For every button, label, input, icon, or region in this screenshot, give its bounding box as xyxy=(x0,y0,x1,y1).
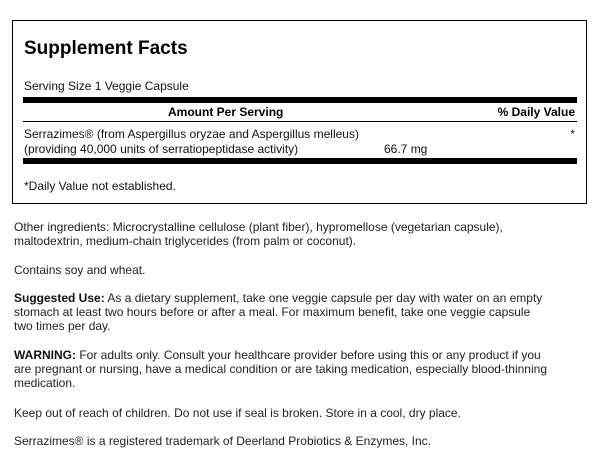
trademark-statement: Serrazimes® is a registered trademark of Deerland Probiotics & Enzymes, Inc. xyxy=(14,434,431,448)
daily-value-note: *Daily Value not established. xyxy=(24,179,176,193)
suggested-use-line: two times per day. xyxy=(14,319,111,333)
warning-line xyxy=(14,348,594,362)
warning-line: are pregnant or nursing, have a medical condition or are taking medication, especially blood-thinning xyxy=(14,362,547,376)
ingredient-amount: 66.7 mg xyxy=(384,142,428,156)
suggested-use-text: As a dietary supplement, take one veggie capsule per day with water on an empty xyxy=(104,291,543,305)
ingredient-name: Serrazimes® (from Aspergillus oryzae and Aspergillus melleus) xyxy=(24,127,359,141)
allergen-statement: Contains soy and wheat. xyxy=(14,263,146,277)
ingredient-activity: (providing 40,000 units of serratiopeptidase activity) xyxy=(24,142,299,156)
supplement-facts-panel xyxy=(12,20,587,204)
other-ingredients-line: Other ingredients: Microcrystalline cellulose (plant fiber), hypromellose (vegetarian capsule), xyxy=(14,220,503,234)
other-ingredients-line: maltodextrin, medium-chain triglycerides (from palm or coconut). xyxy=(14,234,357,248)
storage-statement: Keep out of reach of children. Do not use if seal is broken. Store in a cool, dry place. xyxy=(14,406,461,420)
warning-label: WARNING: xyxy=(14,348,76,362)
daily-value-header: % Daily Value xyxy=(497,105,575,119)
serving-size: Serving Size 1 Veggie Capsule xyxy=(24,79,189,93)
facts-title: Supplement Facts xyxy=(24,38,188,59)
suggested-use xyxy=(14,291,594,333)
warning-line: medication. xyxy=(14,376,76,390)
other-ingredients xyxy=(14,220,594,248)
ingredient-daily-value: * xyxy=(570,127,575,141)
suggested-use-line: stomach at least two hours before or after a meal. For maximum benefit, take one veggie capsule xyxy=(14,305,531,319)
suggested-use-label: Suggested Use: xyxy=(14,291,105,305)
warning-text: For adults only. Consult your healthcare provider before using this or any product if you xyxy=(76,348,541,362)
warning xyxy=(14,348,594,390)
suggested-use-line xyxy=(14,291,594,305)
amount-per-serving-header: Amount Per Serving xyxy=(168,105,284,119)
divider-bar xyxy=(23,158,577,164)
facts-header-row xyxy=(23,103,577,122)
